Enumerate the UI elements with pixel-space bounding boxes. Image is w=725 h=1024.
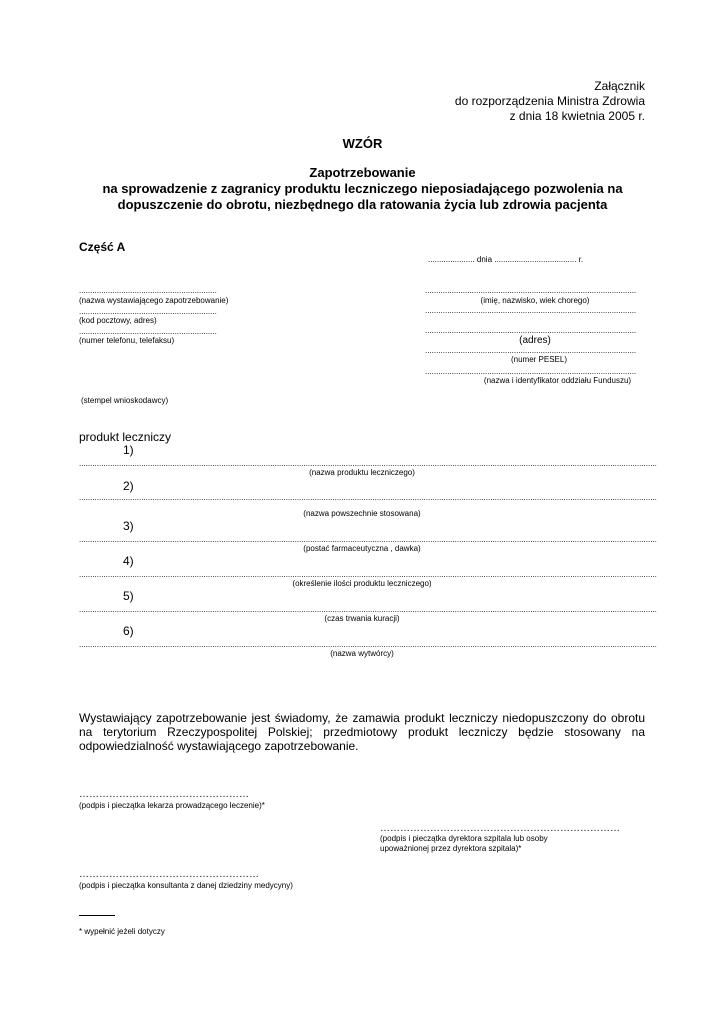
patient-address-label: (adres) [519, 335, 551, 346]
pesel-dots[interactable]: ............................................................................................... [425, 346, 637, 355]
product-item-dots[interactable]: .................................................................................................................................................................................................................................................................... [79, 535, 657, 544]
product-item-label: (określenie ilości produktu leczniczego) [292, 579, 432, 588]
title-line-2: na sprowadzenie z zagranicy produktu leczniczego nieposiadającego pozwolenia na [102, 181, 623, 196]
director-signature-label-2: upoważnionej przez dyrektora szpitala)* [380, 844, 522, 853]
patient-name-label: (imię, nazwisko, wiek chorego) [480, 296, 590, 305]
product-item-number: 2) [123, 479, 134, 493]
product-item-label: (czas trwania kuracji) [324, 614, 400, 623]
product-item-dots[interactable]: .................................................................................................................................................................................................................................................................... [79, 570, 657, 579]
product-item-number: 3) [123, 519, 134, 533]
title-line-1: Zapotrzebowanie [309, 165, 416, 180]
issuer-name-dots[interactable]: .............................................................. [79, 286, 217, 295]
director-signature-label-1: (podpis i pieczątka dyrektora szpitala lub osoby [380, 834, 548, 843]
date-field[interactable]: ..................... dnia ..................................... r. [428, 255, 584, 264]
applicant-stamp-label: (stempel wnioskodawcy) [81, 396, 169, 405]
consultant-signature-label: (podpis i pieczątka konsultanta z danej dziedziny medycyny) [79, 881, 293, 890]
pesel-label: (numer PESEL) [510, 355, 568, 364]
template-heading: WZÓR [342, 136, 383, 151]
declaration-paragraph: Wystawiający zapotrzebowanie jest świadomy, że zamawia produkt leczniczy niedopuszczony do obrotu na terytorium Rzeczypospolitej Polskiej; przedmiotowy produkt leczniczy będzie stosowany na odpowiedzialność wystawiającego zapotrzebowanie. [79, 711, 645, 753]
postal-address-dots[interactable]: .............................................................. [79, 307, 217, 316]
footnote-text: * wypełnić jeżeli dotyczy [79, 927, 165, 936]
patient-name-dots[interactable]: ............................................................................................... [425, 286, 637, 295]
product-heading: produkt leczniczy [79, 430, 172, 444]
header-regulation: do rozporządzenia Ministra Zdrowia [454, 94, 645, 108]
product-item-dots[interactable]: .................................................................................................................................................................................................................................................................... [79, 459, 657, 468]
part-a-heading: Część A [79, 240, 126, 254]
product-item-number: 6) [123, 624, 134, 638]
title-line-3: dopuszczenie do obrotu, niezbędnego dla ratowania życia lub zdrowia pacjenta [117, 197, 608, 212]
consultant-signature-dots[interactable]: ……………………………………………… [79, 869, 259, 880]
product-item-number: 4) [123, 554, 134, 568]
product-item-number: 1) [123, 443, 134, 457]
product-item-dots[interactable]: .................................................................................................................................................................................................................................................................... [79, 605, 657, 614]
fund-branch-dots[interactable]: ............................................................................................... [425, 367, 637, 376]
doctor-signature-label: (podpis i pieczątka lekarza prowadzącego leczenie)* [79, 801, 265, 810]
patient-extra-dots[interactable]: ............................................................................................... [425, 306, 637, 315]
product-item-label: (nazwa produktu leczniczego) [309, 468, 415, 477]
phone-fax-label: (numer telefonu, telefaksu) [79, 336, 175, 345]
product-item-dots[interactable]: .................................................................................................................................................................................................................................................................... [79, 493, 657, 502]
header-annex: Załącznik [594, 79, 645, 93]
header-date: z dnia 18 kwietnia 2005 r. [509, 109, 645, 123]
postal-address-label: (kod pocztowy, adres) [79, 316, 157, 325]
director-signature-dots[interactable]: ……………………………………………………………… [380, 823, 620, 834]
phone-fax-dots[interactable]: .............................................................. [79, 327, 217, 336]
footnote-divider [79, 915, 115, 916]
product-item-label: (postać farmaceutyczna , dawka) [303, 544, 421, 553]
product-item-dots[interactable]: .................................................................................................................................................................................................................................................................... [79, 640, 657, 649]
issuer-name-label: (nazwa wystawiającego zapotrzebowanie) [79, 296, 229, 305]
patient-address-dots[interactable]: ............................................................................................... [425, 326, 637, 335]
fund-branch-label: (nazwa i identyfikator oddziału Funduszu) [483, 376, 632, 385]
product-item-label: (nazwa wytwórcy) [330, 649, 394, 658]
product-item-label: (nazwa powszechnie stosowana) [303, 509, 421, 518]
product-item-number: 5) [123, 589, 134, 603]
doctor-signature-dots[interactable]: …………………………………………… [79, 789, 249, 800]
